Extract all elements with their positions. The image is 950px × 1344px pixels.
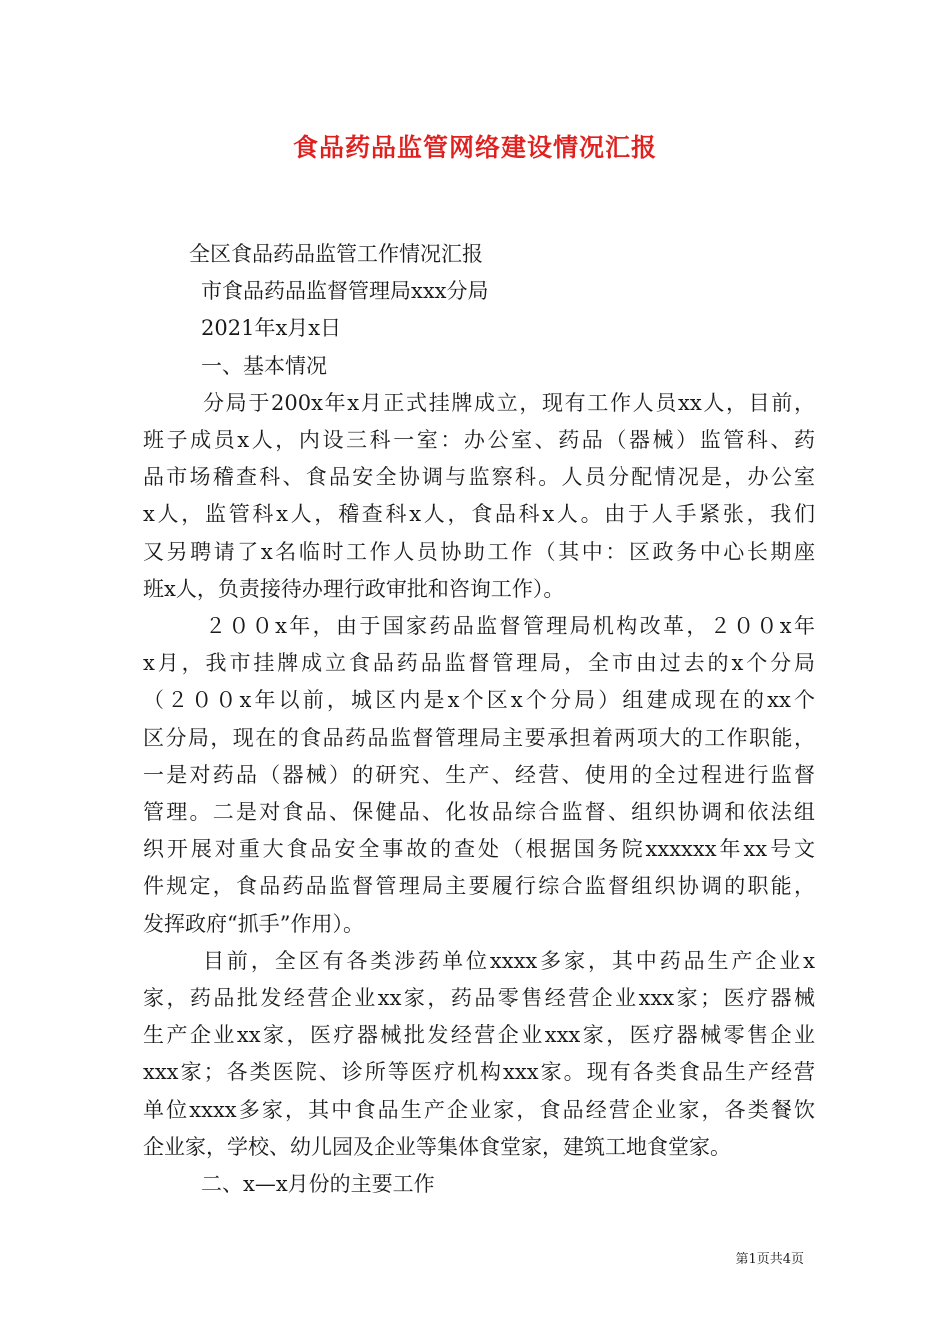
paragraph-1-line: x人，监管科x人，稽查科x人，食品科x人。由于人手紧张，我们: [143, 502, 815, 527]
paragraph-2-line: ２００x年，由于国家药品监督管理局机构改革，２００x年: [205, 614, 815, 639]
paragraph-3-line: 家，药品批发经营企业xx家，药品零售经营企业xxx家；医疗器械: [143, 986, 815, 1011]
document-title: 食品药品监管网络建设情况汇报: [292, 133, 657, 162]
paragraph-1-line: 班x人，负责接待办理行政审批和咨询工作）。: [143, 576, 565, 601]
paragraph-2-line: 织开展对重大食品安全事故的查处（根据国务院xxxxxx年xx号文: [143, 837, 815, 862]
paragraph-2-line: 件规定，食品药品监督管理局主要履行综合监督组织协调的职能，: [143, 874, 815, 899]
paragraph-1-line: 班子成员x人，内设三科一室：办公室、药品（器械）监管科、药: [143, 428, 815, 453]
paragraph-3-line: 企业家，学校、幼儿园及企业等集体食堂家，建筑工地食堂家。: [143, 1134, 731, 1159]
paragraph-3-line: 单位xxxx多家，其中食品生产企业家，食品经营企业家，各类餐饮: [143, 1097, 815, 1122]
paragraph-3-line: 生产企业xx家，医疗器械批发经营企业xxx家，医疗器械零售企业: [143, 1023, 815, 1048]
document-body: [143, 236, 815, 1203]
paragraph-2-line: 管理。二是对食品、保健品、化妆品综合监督、组织协调和依法组: [143, 800, 815, 825]
paragraph-2-line: 一是对药品（器械）的研究、生产、经营、使用的全过程进行监督: [143, 762, 815, 787]
section-heading-1: 一、基本情况: [201, 353, 327, 378]
paragraph-1-line: 品市场稽查科、食品安全协调与监察科。人员分配情况是，办公室: [143, 465, 815, 490]
paragraph-3-line: xxx家；各类医院、诊所等医疗机构xxx家。现有各类食品生产经营: [143, 1060, 815, 1085]
page-number: 第1页共4页: [735, 1252, 804, 1267]
paragraph-2-line: 区分局，现在的食品药品监督管理局主要承担着两项大的工作职能，: [143, 725, 815, 750]
paragraph-1-line: 又另聘请了x名临时工作人员协助工作（其中：区政务中心长期座: [143, 539, 815, 564]
paragraph-3-line: 目前，全区有各类涉药单位xxxx多家，其中药品生产企业x: [203, 948, 815, 973]
paragraph-1-line: 分局于200x年x月正式挂牌成立，现有工作人员xx人，目前，: [203, 390, 815, 415]
paragraph-2-line: 发挥政府“抓手”作用）。: [143, 911, 364, 936]
paragraph-2-line: （２００x年以前，城区内是x个区x个分局）组建成现在的xx个: [143, 688, 815, 713]
report-date: 2021年x月x日: [201, 316, 342, 341]
paragraph-2-line: x月，我市挂牌成立食品药品监督管理局，全市由过去的x个分局: [143, 651, 815, 676]
report-heading: 全区食品药品监管工作情况汇报: [189, 242, 483, 266]
section-heading-2: 二、x—x月份的主要工作: [201, 1172, 435, 1197]
report-organization: 市食品药品监督管理局xxx分局: [201, 279, 489, 304]
